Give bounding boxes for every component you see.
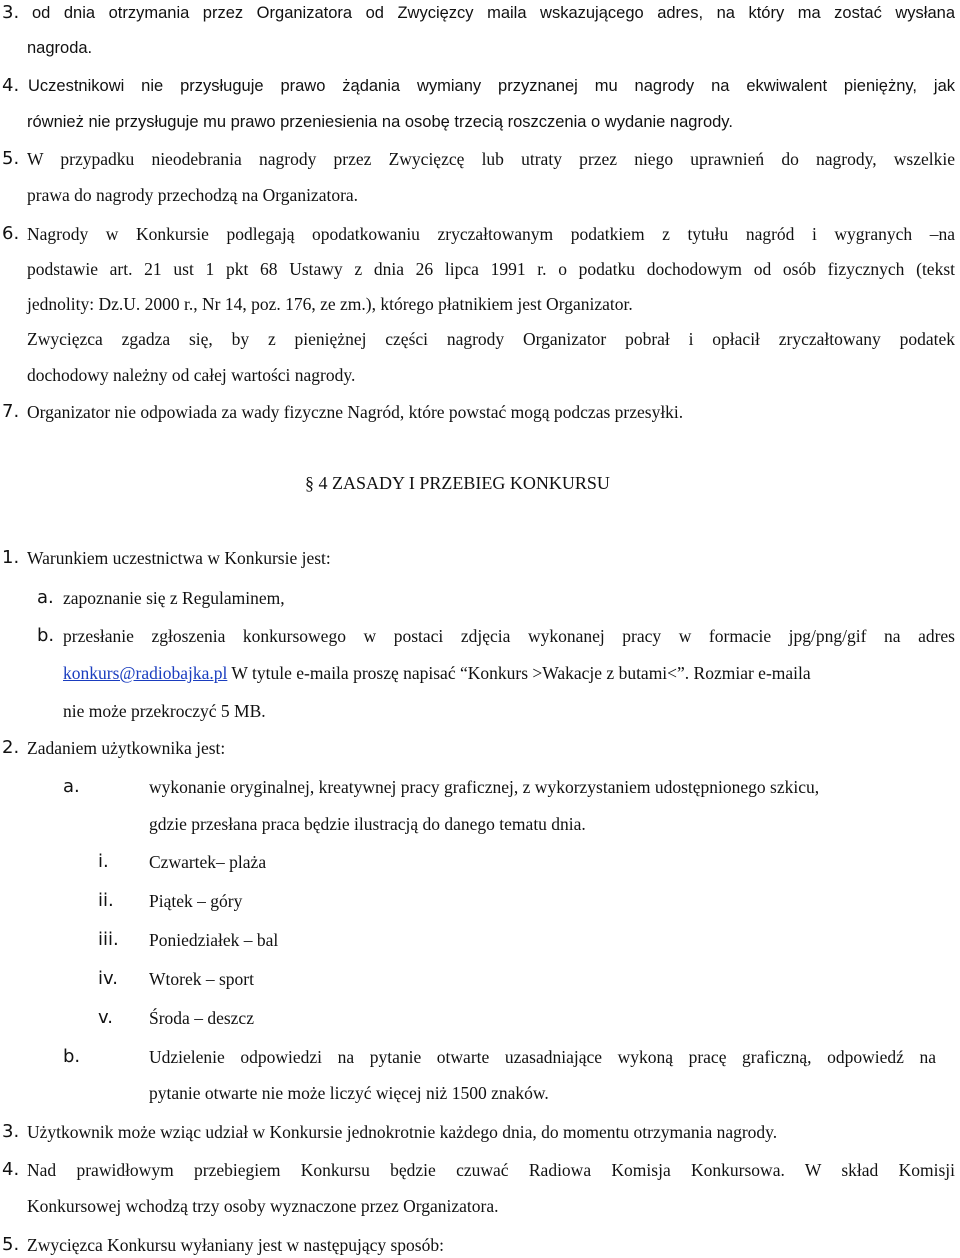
- sub-item-label: a.: [37, 587, 54, 608]
- paragraph-line: prawa do nagrody przechodzą na Organizatora.: [27, 185, 359, 205]
- item-number: 6.: [2, 223, 20, 244]
- paragraph-line: Użytkownik może wziąc udział w Konkursie jednokrotnie każdego dnia, do momentu otrzymania nagrody.: [27, 1122, 778, 1142]
- topic-text: Wtorek – sport: [149, 969, 254, 989]
- topic-label: ii.: [98, 890, 114, 911]
- item-number: 3.: [2, 1121, 20, 1142]
- paragraph-line: Warunkiem uczestnictwa w Konkursie jest:: [27, 548, 331, 568]
- paragraph-line: Organizator nie odpowiada za wady fizyczne Nagród, które powstać mogą podczas przesyłki.: [27, 402, 684, 422]
- topic-label: iv.: [98, 968, 118, 989]
- paragraph-line: Uczestnikowi nie przysługuje prawo żądania wymiany przyznanej mu nagrody na ekwiwalent pieniężny, jak: [28, 77, 955, 95]
- paragraph-line: Zwycięzca Konkursu wyłaniany jest w następujący sposób:: [27, 1235, 444, 1255]
- paragraph-line: pytanie otwarte nie może liczyć więcej niż 1500 znaków.: [149, 1083, 549, 1103]
- paragraph-line: Zwycięzca zgadza się, by z pieniężnej części nagrody Organizator pobrał i opłacił zryczałtowany podatek: [27, 329, 955, 349]
- item-number: 1.: [2, 547, 20, 568]
- topic-label: v.: [98, 1007, 113, 1028]
- paragraph-line: przesłanie zgłoszenia konkursowego w postaci zdjęcia wykonanej pracy w formacie jpg/png/gif na adres: [63, 626, 955, 646]
- item-number: 5.: [2, 1234, 20, 1255]
- paragraph-line: nie może przekroczyć 5 MB.: [63, 701, 266, 721]
- paragraph-line: podstawie art. 21 ust 1 pkt 68 Ustawy z dnia 26 lipca 1991 r. o podatku dochodowym od osób fizycznych (tekst: [27, 259, 955, 279]
- item-number: 7.: [2, 401, 20, 422]
- topic-label: i.: [98, 851, 109, 872]
- item-number: 4.: [2, 1159, 20, 1180]
- paragraph-line: również nie przysługuje mu prawo przeniesienia na osobę trzecią roszczenia o wydanie nagrody.: [27, 113, 733, 131]
- paragraph-line: Udzielenie odpowiedzi na pytanie otwarte uzasadniające wykoną pracę graficzną, odpowiedź na: [149, 1047, 936, 1067]
- topic-text: Czwartek– plaża: [149, 852, 267, 872]
- sub-item-label: b.: [63, 1046, 81, 1067]
- paragraph-line: Konkursowej wchodzą trzy osoby wyznaczone przez Organizatora.: [27, 1196, 499, 1216]
- item-number: 2.: [2, 737, 20, 758]
- paragraph-line: wykonanie oryginalnej, kreatywnej pracy graficznej, z wykorzystaniem udostępnionego szkicu,: [149, 777, 820, 797]
- paragraph-line: nagroda.: [27, 39, 93, 57]
- email-link[interactable]: konkurs@radiobajka.pl: [63, 663, 228, 683]
- paragraph-line: W przypadku nieodebrania nagrody przez Zwycięzcę lub utraty przez niego uprawnień do nagrody, wszelkie: [27, 149, 955, 169]
- paragraph-line: [63, 662, 811, 684]
- paragraph-line: zapoznanie się z Regulaminem,: [63, 588, 285, 608]
- paragraph-line-text: W tytule e-maila proszę napisać “Konkurs >Wakacje z butami<”. Rozmiar e-maila: [227, 663, 811, 683]
- topic-text: Poniedziałek – bal: [149, 930, 279, 950]
- paragraph-line: jednolity: Dz.U. 2000 r., Nr 14, poz. 176, ze zm.), którego płatnikiem jest Organizator.: [27, 294, 633, 314]
- paragraph-line: od dnia otrzymania przez Organizatora od Zwycięzcy maila wskazującego adres, na który ma zostać wysłana: [32, 4, 955, 22]
- item-number: 4.: [2, 75, 20, 96]
- paragraph-line: Nagrody w Konkursie podlegają opodatkowaniu zryczałtowanym podatkiem z tytułu nagród i wygranych –na: [27, 224, 955, 244]
- item-number: 3.: [2, 2, 20, 23]
- paragraph-line: Nad prawidłowym przebiegiem Konkursu będzie czuwać Radiowa Komisja Konkursowa. W skład Komisji: [27, 1160, 955, 1180]
- paragraph-line: gdzie przesłana praca będzie ilustracją do danego tematu dnia.: [149, 814, 586, 834]
- sub-item-label: a.: [63, 776, 80, 797]
- section-heading: § 4 ZASADY I PRZEBIEG KONKURSU: [305, 473, 610, 493]
- sub-item-label: b.: [37, 625, 55, 646]
- topic-label: iii.: [98, 929, 119, 950]
- paragraph-line: dochodowy należny od całej wartości nagrody.: [27, 365, 356, 385]
- paragraph-line: Zadaniem użytkownika jest:: [27, 738, 226, 758]
- topic-text: Piątek – góry: [149, 891, 243, 911]
- item-number: 5.: [2, 148, 20, 169]
- topic-text: Środa – deszcz: [149, 1008, 254, 1028]
